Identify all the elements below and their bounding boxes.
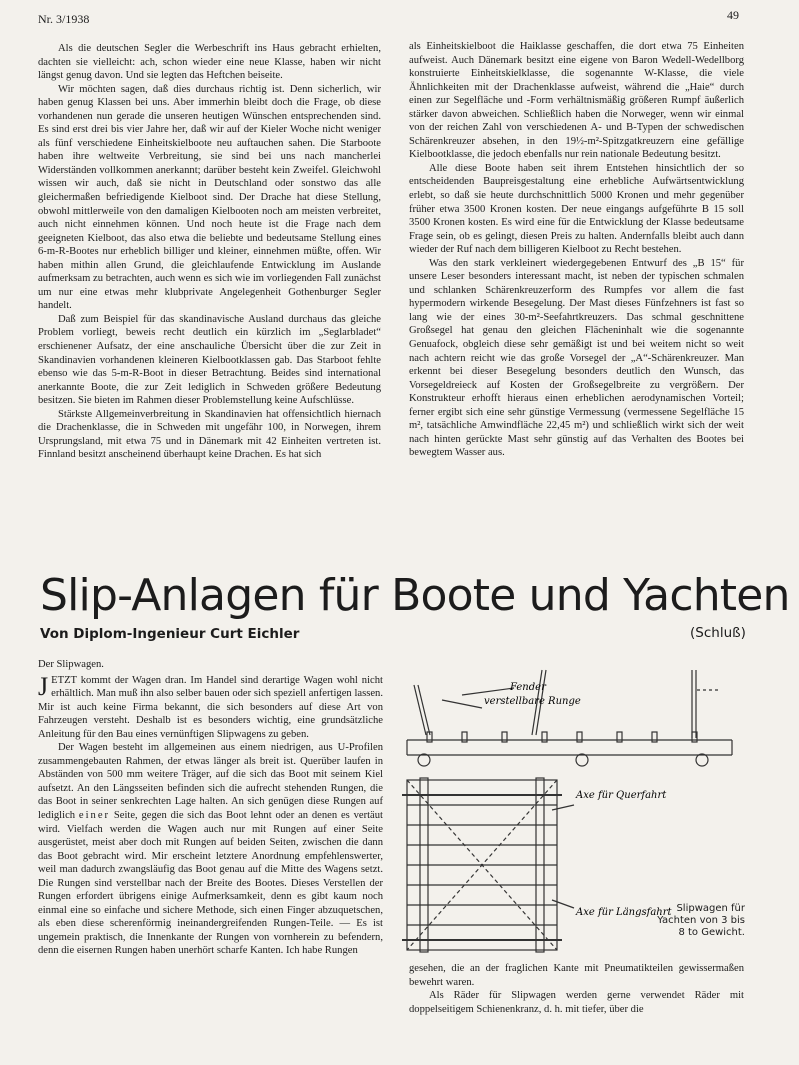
paragraph: Wir möchten sagen, daß dies durchaus richtig ist. Denn sicherlich, wir haben genug Klassen bei uns. Aber immerhin bleibt doch die Frage, ob diese vorhandenen nun gerade die unseren heutigen Wünschen entsprechenden sind. Es sind erst drei bis vier Jahre her, daß wir auf der Kieler Woche nicht weniger als fünf verschiedene Einheitskielboote neu auftauchen sahen. Die Starboote haben ihre weltweite Verbreitung, sie sind bei uns nach mancherlei Widerständen vollkommen anerkannt; darüber besteht kein Zweifel. Gleichwohl wissen wir auch, daß sie nicht in Deutschland oder sonstwo das alle gleichermaßen befriedigende Kielboot sind. Der Drache hat diese Stellung, obwohl mittlerweile von den damaligen Kielbooten noch am meisten verbreitet, auch nicht einnehmen können. Und noch heute ist die Frage nach dem geeigneten Kielboot, das also etwa die beliebte und bedeutsame Stellung eines 6-m-R-Bootes nur erheblich billiger und kleiner, einnehmen müßte, offen. Wir haben mithin allen Grund, die gleichlaufende Entwicklung im Auslande aufmerksam zu betrachten, auch wenn es sich wie im vorliegenden Fall zunächst um nur eine etwas mehr klubprivate Angelegenheit Gothenburger Segler handelt. — [38, 83, 381, 312]
label-fender: Fender — [510, 682, 546, 693]
paragraph: Als Räder für Slipwagen werden gerne verwendet Räder mit doppelseitigem Schienenkranz, d. h. mit tiefer, über die — [409, 990, 744, 1015]
paragraph: Was den stark verkleinert wiedergegebenen Entwurf des „B 15“ für unsere Leser besonders interessant macht, ist neben der typischen schmalen und schlanken Schärenkreuzerform des Rumpfes vor allem die fast hypermodern wirkende Besegelung. Der Mast dieses Fünfzehners ist fast so lang wie der eines 30-m²-Seefahrtkreuzers. Das schmal geschnittene Großsegel hat genau den gleichen Flächeninhalt wie die sogenannte Genuafock, obgleich diese sehr gemäßigt ist und bei weitem nicht so weit nach achtern reicht wie das große Vorsegel der „A“-Schärenkreuzer. Man erkennt bei dieser Besegelung besonders deutlich den Wunsch, das Vorsegeldreieck auf Kosten der Großsegelbreite zu vergrößern. Der Konstrukteur erhofft hieraus einen erheblichen aerodynamischen Vorteil; ferner ergibt sich eine sehr günstige Vermessung (vermessene Segelfläche 15 m², tatsächliche Amwindfläche 22,45 m²) und schließlich wirkt sich der weit nach hinten gerückte Mast sehr günstig auf das Verhalten des Bootes bei bewegtem Wasser aus. — [409, 257, 744, 459]
continuation-note: (Schluß) — [690, 625, 746, 641]
article-byline: Von Diplom-Ingenieur Curt Eichler — [40, 626, 300, 642]
label-axe-laengs: Axe für Längsfahrt — [576, 907, 672, 918]
label-axe-quer: Axe für Querfahrt — [576, 790, 667, 801]
figure-caption: Slipwagen für Yachten von 3 bis 8 to Gewicht. — [657, 903, 745, 938]
paragraph — [38, 671, 383, 742]
wheel — [418, 754, 430, 766]
paragraph-text: Der Wagen besteht im allgemeinen aus einem niedrigen, aus U-Profilen zusammengebauten Rahmen, der etwas länger als breit ist. Querüber laufen in Abständen von 500 mm weitere Träger, auf die sich das Boot mit seinem Kiel aufsetzt. An den Längsseiten befinden sich die aufrecht stehenden Rungen, die das Boot in seiner senkrechten Lage halten. An sich genügen diese Rungen auf lediglich — [38, 742, 383, 822]
article-title: Slip-Anlagen für Boote und Yachten — [40, 570, 790, 621]
label-runge: verstellbare Runge — [484, 696, 581, 707]
upper-left-column — [38, 42, 381, 462]
paragraph: Als die deutschen Segler die Werbeschrift ins Haus gebracht erhielten, dachten sie vielleicht: ach, schon wieder eine neue Klasse, haben wir nicht längst genug davon. Und sie legten das Heftchen beiseite. — [38, 43, 381, 82]
paragraph: Alle diese Boote haben seit ihrem Entstehen hinsichtlich der so entscheidenden Baupreisgestaltung eine erhebliche Aufwärtsentwicklung erlebt, so daß sie heute durchschnittlich 5000 Kronen und mehr gegenüber früher etwa 3500 Kronen kosten. Der neue eingangs aufgeführte B 15 soll 3500 Kronen kosten. Es wird eine für die Entwicklung der Klasse bedeutsame Frage sein, ob es gelingt, diesen Preis zu halten. Andernfalls bleibt auch dann wieder der Ruf nach dem billigeren Kielboot zu Recht bestehen. — [409, 162, 744, 256]
section-subhead: Der Slipwagen. — [38, 659, 104, 670]
emphasized-word: einer — [78, 810, 111, 822]
page-number: 49 — [727, 8, 739, 22]
paragraph: gesehen, die an der fraglichen Kante mit Pneumatikteilen gewissermaßen bewehrt waren. — [409, 963, 744, 988]
issue-number: Nr. 3/1938 — [38, 12, 90, 26]
upper-right-column — [409, 40, 744, 460]
wheel — [576, 754, 588, 766]
paragraph-text: ETZT kommt der Wagen dran. Im Handel sind derartige Wagen wohl nicht erhältlich. Man muß ihn also selber bauen oder sich speziell anfertigen lassen. Mir ist auch keine Firma bekannt, die sich besonders auf diese Art von Fahrzeugen versteht. Deshalb ist es besonders wichtig, eine grundsätzliche Anleitung für den Bau eines vernünftigen Slipwagens zu geben. — [38, 674, 383, 740]
paragraph: Daß zum Beispiel für das skandinavische Ausland durchaus das gleiche Problem vorliegt, beweis recht deutlich ein kürzlich im „Seglarbladet“ erschienener Aufsatz, der eine anschauliche Übersicht über die zur Zeit in Skandinavien vorhandenen kleineren Kielbootklassen gab. Das Starboot fehlte ebenso wie das 5-m-R-Boot in dieser Betrachtung. Beides sind international anerkannte Boote, die zur Zeit lediglich in Schweden größere Bedeutung besitzen. Sie bieten im Rahmen dieser Problemstellung keine Aufschlüsse. — [38, 313, 381, 407]
paragraph — [38, 741, 383, 958]
paragraph: Stärkste Allgemeinverbreitung in Skandinavien hat offensichtlich hiernach die Drachenklasse, die in Schweden mit ungefähr 100, in Norwegen, ihrem Ursprungsland, mit etwa 75 und in Dänemark mit 42 Einheiten vertreten ist. Finnland besitzt anscheinend überhaupt keine Drachen. Es hat sich — [38, 408, 381, 461]
drop-cap: J — [38, 671, 49, 701]
paragraph-text: Seite, gegen die sich das Boot lehnt oder an denen es vertäut wird. Vielfach werden die Wagen auch nur mit Rungen auf einer Seite ausgerüstet, meist aber doch mit Rungen auf beiden Seiten, zwischen die dann das Boot gebracht wird. Mir erscheint letztere Anordnung empfehlenswerter, weil man dadurch zwangsläufig das Boot genau auf die Mitte des Wagens setzt. Die Rungen sind verstellbar nach der Breite des Bootes. Dieses Verstellen der Rungen erfordert übrigens einige Aufmerksamkeit, denn es gibt kaum noch einmal eine so einfache und sichere Methode, sich einen Finger abzuquetschen, als eben diese scherenförmig ineinandergreifenden Rungen-Teile. — Es ist ungemein praktisch, die Innenkante der Rungen von vornherein zu befendern, denn die eisernen Rungen haben unerhört scharfe Kanten. Ich habe Rungen — [38, 810, 383, 957]
wheel — [696, 754, 708, 766]
paragraph: als Einheitskielboot die Haiklasse geschaffen, die dort etwa 75 Einheiten aufweist. Auch Dänemark besitzt eine eigene von Baron Wedell-Wedellborg konstruierte Einheitskielklasse, die sogenannte W-Klasse, die viele Ähnlichkeiten mit der Drachenklasse aufweist, während die „Haie“ durch einen zur Segelfläche und -Form verhältnismäßig größeren Rumpf äußerlich stärker davon abweichen. Schließlich haben die Norweger, wenn wir einmal von der reichen Zahl von verschiedenen A- und B-Typen der schwedischen Schärenkreuzer absehen, in den 19½-m²-Spitzgatkreuzern eine gefällige Kielbootklasse, die jedoch ebenfalls nur rein nationale Bedeutung besitzt. — [409, 41, 744, 161]
article-left-column — [38, 658, 383, 958]
article-right-column — [409, 962, 744, 1016]
